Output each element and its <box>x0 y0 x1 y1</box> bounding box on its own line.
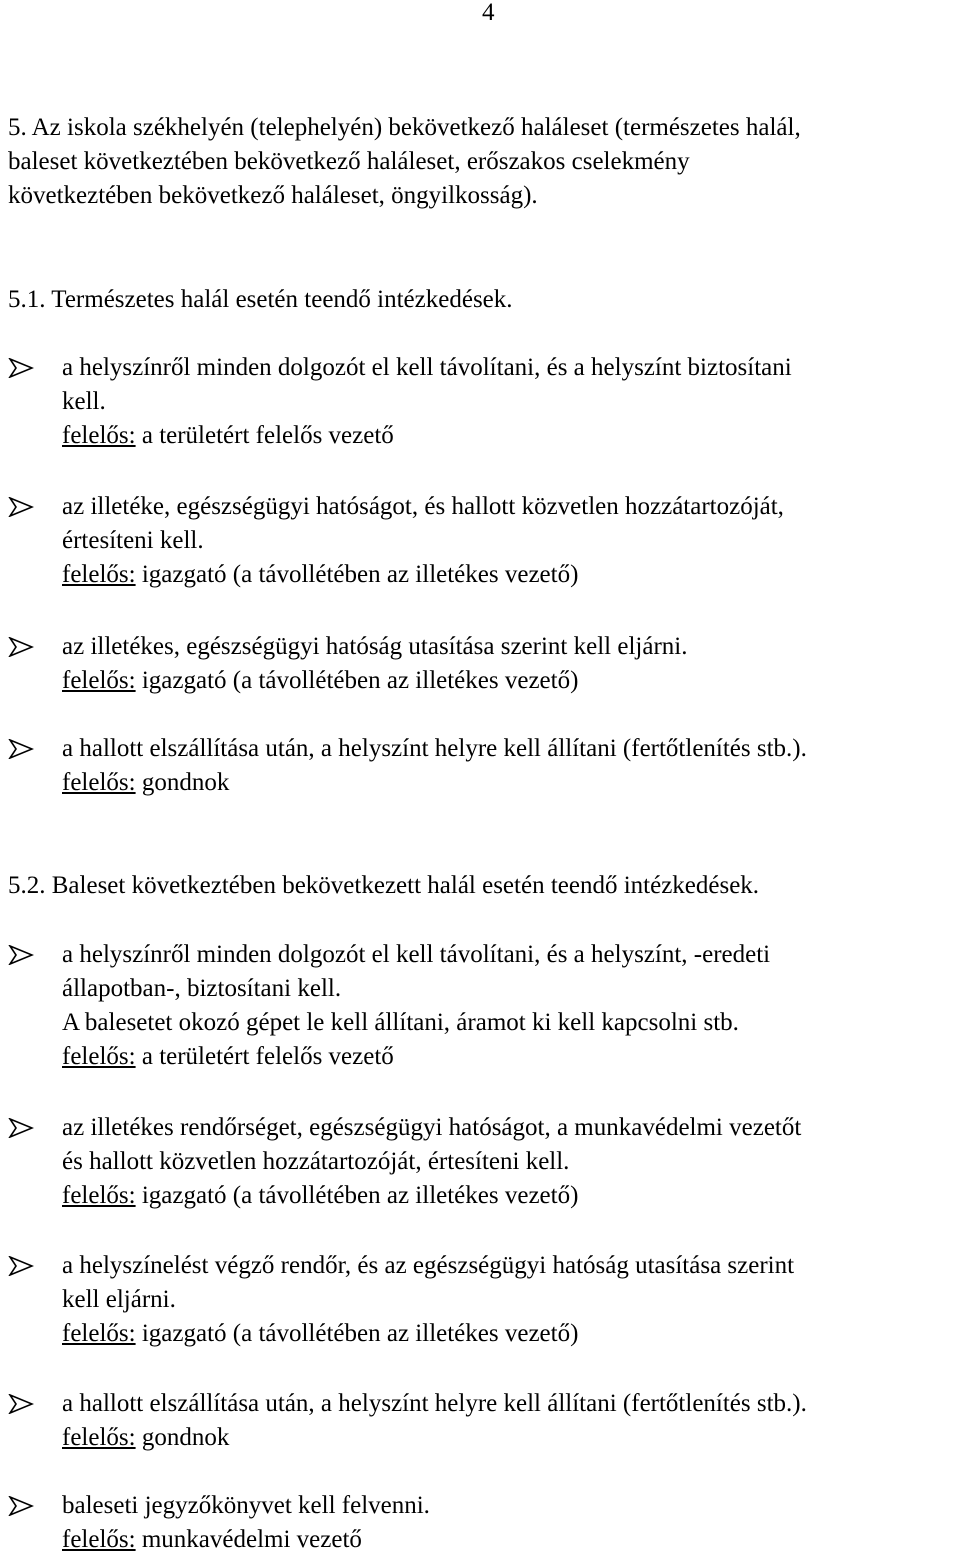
bullet-text <box>62 732 958 800</box>
bullet-text <box>62 490 958 592</box>
bullet-text <box>62 1249 958 1351</box>
bullet-text <box>62 351 958 453</box>
bullet-line: a hallott elszállítása után, a helyszínt helyre kell állítani (fertőtlenítés stb.). <box>62 735 807 762</box>
responsible-line <box>62 419 958 453</box>
bullet-text <box>62 938 958 1074</box>
section-51-title: 5.1. Természetes halál esetén teendő intézkedések. <box>8 286 513 313</box>
bullet-line: a helyszínelést végző rendőr, és az egészségügyi hatóság utasítása szerint <box>62 1252 795 1279</box>
bullet-text <box>62 1489 958 1557</box>
responsible-value: a területért felelős vezető <box>135 422 394 449</box>
responsible-line <box>62 766 958 800</box>
arrow-bullet-icon <box>8 732 34 766</box>
responsible-line <box>62 1179 958 1213</box>
bullet-line: kell. <box>62 388 106 415</box>
main-heading-line: következtében bekövetkező haláleset, öngyilkosság). <box>8 182 538 209</box>
responsible-line <box>62 1040 958 1074</box>
responsible-value: a területért felelős vezető <box>135 1043 394 1070</box>
responsible-label: felelős: <box>62 1043 136 1070</box>
bullet-line: állapotban-, biztosítani kell. <box>62 975 342 1002</box>
bullet-line: a helyszínről minden dolgozót el kell távolítani, és a helyszínt, -eredeti <box>62 941 771 968</box>
bullet-line: értesíteni kell. <box>62 527 204 554</box>
responsible-value: igazgató (a távollétében az illetékes vezető) <box>135 561 579 588</box>
arrow-bullet-icon <box>8 1249 34 1283</box>
main-heading-line: baleset következtében bekövetkező haláleset, erőszakos cselekmény <box>8 148 690 175</box>
responsible-label: felelős: <box>62 1320 136 1347</box>
responsible-label: felelős: <box>62 769 136 796</box>
arrow-bullet-icon <box>8 351 34 385</box>
page-number: 4 <box>482 0 495 26</box>
responsible-value: gondnok <box>135 1424 230 1451</box>
arrow-bullet-icon <box>8 1489 34 1523</box>
responsible-value: igazgató (a távollétében az illetékes vezető) <box>135 1320 579 1347</box>
responsible-label: felelős: <box>62 1424 136 1451</box>
section-52-title: 5.2. Baleset következtében bekövetkezett halál esetén teendő intézkedések. <box>8 872 760 899</box>
arrow-bullet-icon <box>8 630 34 664</box>
responsible-line <box>62 558 958 592</box>
bullet-line: A balesetet okozó gépet le kell állítani, áramot ki kell kapcsolni stb. <box>62 1009 739 1036</box>
arrow-bullet-icon <box>8 938 34 972</box>
bullet-line: és hallott közvetlen hozzátartozóját, értesíteni kell. <box>62 1148 570 1175</box>
responsible-value: gondnok <box>135 769 230 796</box>
bullet-text <box>62 630 958 698</box>
responsible-label: felelős: <box>62 1182 136 1209</box>
bullet-line: az illetékes rendőrséget, egészségügyi hatóságot, a munkavédelmi vezetőt <box>62 1114 802 1141</box>
responsible-value: igazgató (a távollétében az illetékes vezető) <box>135 1182 579 1209</box>
responsible-label: felelős: <box>62 561 136 588</box>
arrow-bullet-icon <box>8 1111 34 1145</box>
bullet-line: a hallott elszállítása után, a helyszínt helyre kell állítani (fertőtlenítés stb.). <box>62 1390 807 1417</box>
responsible-value: igazgató (a távollétében az illetékes vezető) <box>135 667 579 694</box>
main-heading-line: 5. Az iskola székhelyén (telephelyén) bekövetkező haláleset (természetes halál, <box>8 114 801 141</box>
bullet-line: az illetékes, egészségügyi hatóság utasítása szerint kell eljárni. <box>62 633 688 660</box>
responsible-line <box>62 1421 958 1455</box>
bullet-text <box>62 1111 958 1213</box>
responsible-line <box>62 1523 958 1557</box>
responsible-label: felelős: <box>62 422 136 449</box>
responsible-line <box>62 664 958 698</box>
responsible-value: munkavédelmi vezető <box>135 1526 362 1553</box>
responsible-label: felelős: <box>62 667 136 694</box>
bullet-line: baleseti jegyzőkönyvet kell felvenni. <box>62 1492 430 1519</box>
responsible-line <box>62 1317 958 1351</box>
bullet-text <box>62 1387 958 1455</box>
arrow-bullet-icon <box>8 490 34 524</box>
bullet-line: az illetéke, egészségügyi hatóságot, és hallott közvetlen hozzátartozóját, <box>62 493 784 520</box>
responsible-label: felelős: <box>62 1526 136 1553</box>
arrow-bullet-icon <box>8 1387 34 1421</box>
main-heading <box>8 111 953 213</box>
bullet-line: kell eljárni. <box>62 1286 176 1313</box>
bullet-line: a helyszínről minden dolgozót el kell távolítani, és a helyszínt biztosítani <box>62 354 792 381</box>
